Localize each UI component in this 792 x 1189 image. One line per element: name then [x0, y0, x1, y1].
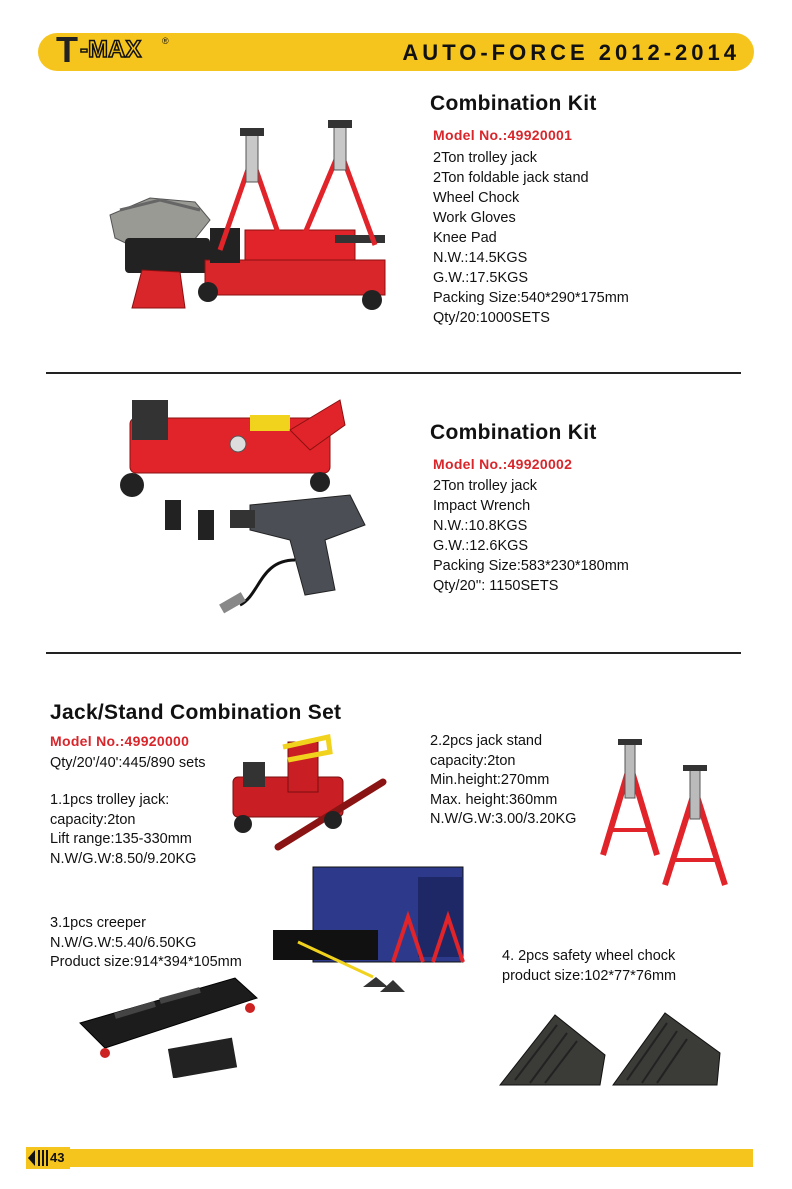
trolley-jack-spec	[50, 791, 196, 869]
spec-line: 3.1pcs creeper	[50, 915, 146, 931]
spec-item: Packing Size:583*230*180mm	[433, 558, 629, 574]
spec-line: Max. height:360mm	[430, 791, 558, 808]
spec-line: N.W/G.W:8.50/9.20KG	[50, 850, 197, 867]
logo-registered-mark: ®	[162, 36, 169, 46]
section-divider	[46, 372, 741, 374]
spec-line: 2.2pcs jack stand	[430, 733, 543, 749]
spec-item: 2Ton trolley jack	[433, 150, 537, 166]
spec-item: Wheel Chock	[433, 190, 520, 206]
spec-item: 2Ton trolley jack	[433, 478, 537, 494]
section3-model-number: Model No.:49920000	[50, 733, 190, 749]
spec-item: 2Ton foldable jack stand	[433, 170, 589, 186]
creeper-photo	[75, 968, 265, 1078]
section-divider	[46, 652, 741, 654]
footer-bar	[64, 1149, 753, 1167]
spec-item: Packing Size:540*290*175mm	[433, 290, 629, 306]
creeper-spec	[50, 914, 242, 973]
spec-line: capacity:2ton	[50, 811, 136, 828]
logo-letter: T	[56, 29, 76, 70]
section3-title: Jack/Stand Combination Set	[50, 701, 342, 724]
spec-item: G.W.:12.6KGS	[433, 538, 529, 554]
section1-spec-list	[433, 148, 629, 328]
section2-title: Combination Kit	[430, 421, 597, 444]
spec-item: G.W.:17.5KGS	[433, 270, 529, 286]
page-number: 43	[50, 1150, 65, 1165]
wheel-chock-spec	[502, 947, 676, 986]
section2-spec-list	[433, 476, 629, 596]
tmax-logo	[56, 30, 174, 70]
spec-item: Knee Pad	[433, 230, 497, 246]
spec-item: N.W.:14.5KGS	[433, 250, 528, 266]
combination-kit-1-photo	[100, 110, 400, 320]
spec-line: 1.1pcs trolley jack:	[50, 792, 170, 808]
combination-set-photo	[268, 862, 483, 1002]
section3-qty: Qty/20'/40':445/890 sets	[50, 755, 206, 771]
wheel-chocks-photo	[495, 1005, 725, 1090]
spec-item: N.W.:10.8KGS	[433, 518, 528, 534]
spec-item: Qty/20'': 1150SETS	[433, 578, 559, 594]
spec-line: 4. 2pcs safety wheel chock	[502, 948, 676, 964]
spec-line: N.W/G.W:3.00/3.20KG	[430, 811, 577, 827]
spec-line: Lift range:135-330mm	[50, 831, 192, 847]
spec-line: N.W/G.W:5.40/6.50KG	[50, 934, 197, 951]
spec-item: Impact Wrench	[433, 498, 531, 514]
jack-stands-photo	[595, 735, 745, 895]
logo-text: -MAX	[80, 36, 142, 63]
spec-item: Qty/20:1000SETS	[433, 310, 550, 326]
section2-model-number: Model No.:49920002	[433, 456, 573, 472]
combination-kit-2-photo	[110, 390, 380, 615]
spec-item: Work Gloves	[433, 210, 516, 226]
catalog-title: AUTO-FORCE 2012-2014	[402, 40, 740, 65]
section1-title: Combination Kit	[430, 92, 597, 115]
jack-stand-spec	[430, 732, 576, 830]
spec-line: Min.height:270mm	[430, 772, 550, 788]
spec-line: Product size:914*394*105mm	[50, 954, 242, 970]
spec-line: capacity:2ton	[430, 752, 516, 769]
spec-line: product size:102*77*76mm	[502, 967, 677, 984]
section1-model-number: Model No.:49920001	[433, 127, 573, 143]
trolley-jack-photo	[218, 732, 393, 852]
